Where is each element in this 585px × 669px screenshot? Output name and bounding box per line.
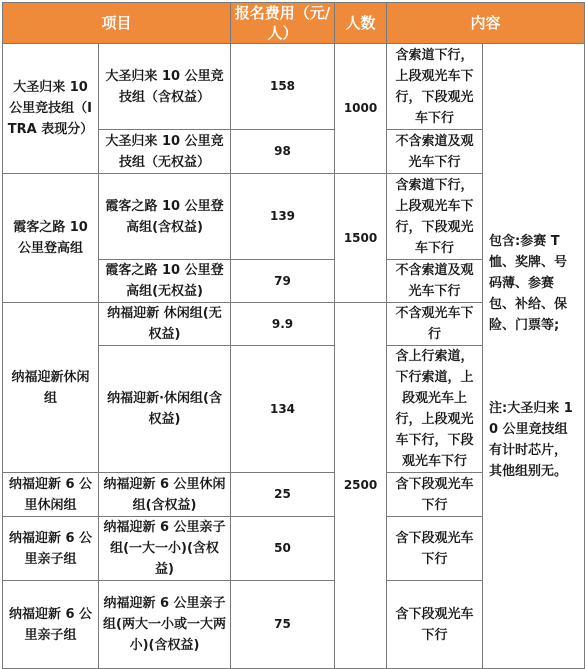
- count-value: 1000: [335, 44, 387, 174]
- fee-value: 50: [231, 517, 335, 581]
- count-value: 2500: [335, 303, 387, 669]
- content-cell: 不含索道及观光车下行: [387, 130, 483, 174]
- fee-value: 98: [231, 130, 335, 174]
- sub-item: 霞客之路 10 公里登高组(无权益): [99, 260, 231, 303]
- sub-item: 纳福迎新·休闲组(含权益): [99, 346, 231, 473]
- group-name: 霞客之路 10 公里登高组: [3, 174, 99, 303]
- fee-value: 79: [231, 260, 335, 303]
- table-header-row: [3, 3, 585, 44]
- sub-item: 纳福迎新 休闲组(无权益): [99, 303, 231, 346]
- group-name: 大圣归来 10 公里竞技组（ITRA 表现分）: [3, 44, 99, 174]
- header-content: 内容: [387, 3, 585, 44]
- header-fee: 报名费用（元/人）: [231, 3, 335, 44]
- content-cell: 含索道下行，上段观光车下行，下段观光 车下行: [387, 44, 483, 130]
- content-cell: 含下段观光车下行: [387, 473, 483, 517]
- included-note-cell: [483, 44, 585, 669]
- sub-item: 纳福迎新 6 公里休闲组(含权益): [99, 473, 231, 517]
- header-count: 人数: [335, 3, 387, 44]
- sub-item: 大圣归来 10 公里竞技组（含权益）: [99, 44, 231, 130]
- sub-item: 纳福迎新 6 公里亲子组(两大一小或一大两小)(含权益): [99, 581, 231, 669]
- count-value: 1500: [335, 174, 387, 303]
- group-name: 纳福迎新休闲组: [3, 303, 99, 473]
- content-cell: 含索道下行，上段观光车下行，下段观光 车下行: [387, 174, 483, 260]
- content-cell: 不含索道及观光车下行: [387, 260, 483, 303]
- content-cell: 不含观光车下行: [387, 303, 483, 346]
- fee-value: 9.9: [231, 303, 335, 346]
- sub-item: 霞客之路 10 公里登高组(含权益): [99, 174, 231, 260]
- content-cell: 含上行索道，下行索道，上段观光车上行，上段观光车下行，下段观光车下行: [387, 346, 483, 473]
- content-cell: 含下段观光车下行: [387, 581, 483, 669]
- fee-value: 139: [231, 174, 335, 260]
- group-name: 纳福迎新 6 公里亲子组: [3, 517, 99, 581]
- sub-item: 纳福迎新 6 公里亲子组(一大一小)(含权益): [99, 517, 231, 581]
- header-item: 项目: [3, 3, 231, 44]
- sub-item: 大圣归来 10 公里竞技组（无权益）: [99, 130, 231, 174]
- group-name: 纳福迎新 6 公里休闲组: [3, 473, 99, 517]
- content-cell: 含下段观光车下行: [387, 517, 483, 581]
- timing-note: 注:大圣归来 10 公里竞技组有计时芯片，其他组别无。: [489, 400, 573, 479]
- fee-value: 158: [231, 44, 335, 130]
- included-note: 包含:参赛 T 恤、奖牌、号码薄、参赛包、补给、保险、门票等;: [489, 233, 568, 333]
- group-name: 纳福迎新 6 公里亲子组: [3, 581, 99, 669]
- registration-fee-table: [2, 2, 585, 669]
- table-row: [3, 44, 585, 130]
- fee-value: 25: [231, 473, 335, 517]
- fee-value: 75: [231, 581, 335, 669]
- fee-value: 134: [231, 346, 335, 473]
